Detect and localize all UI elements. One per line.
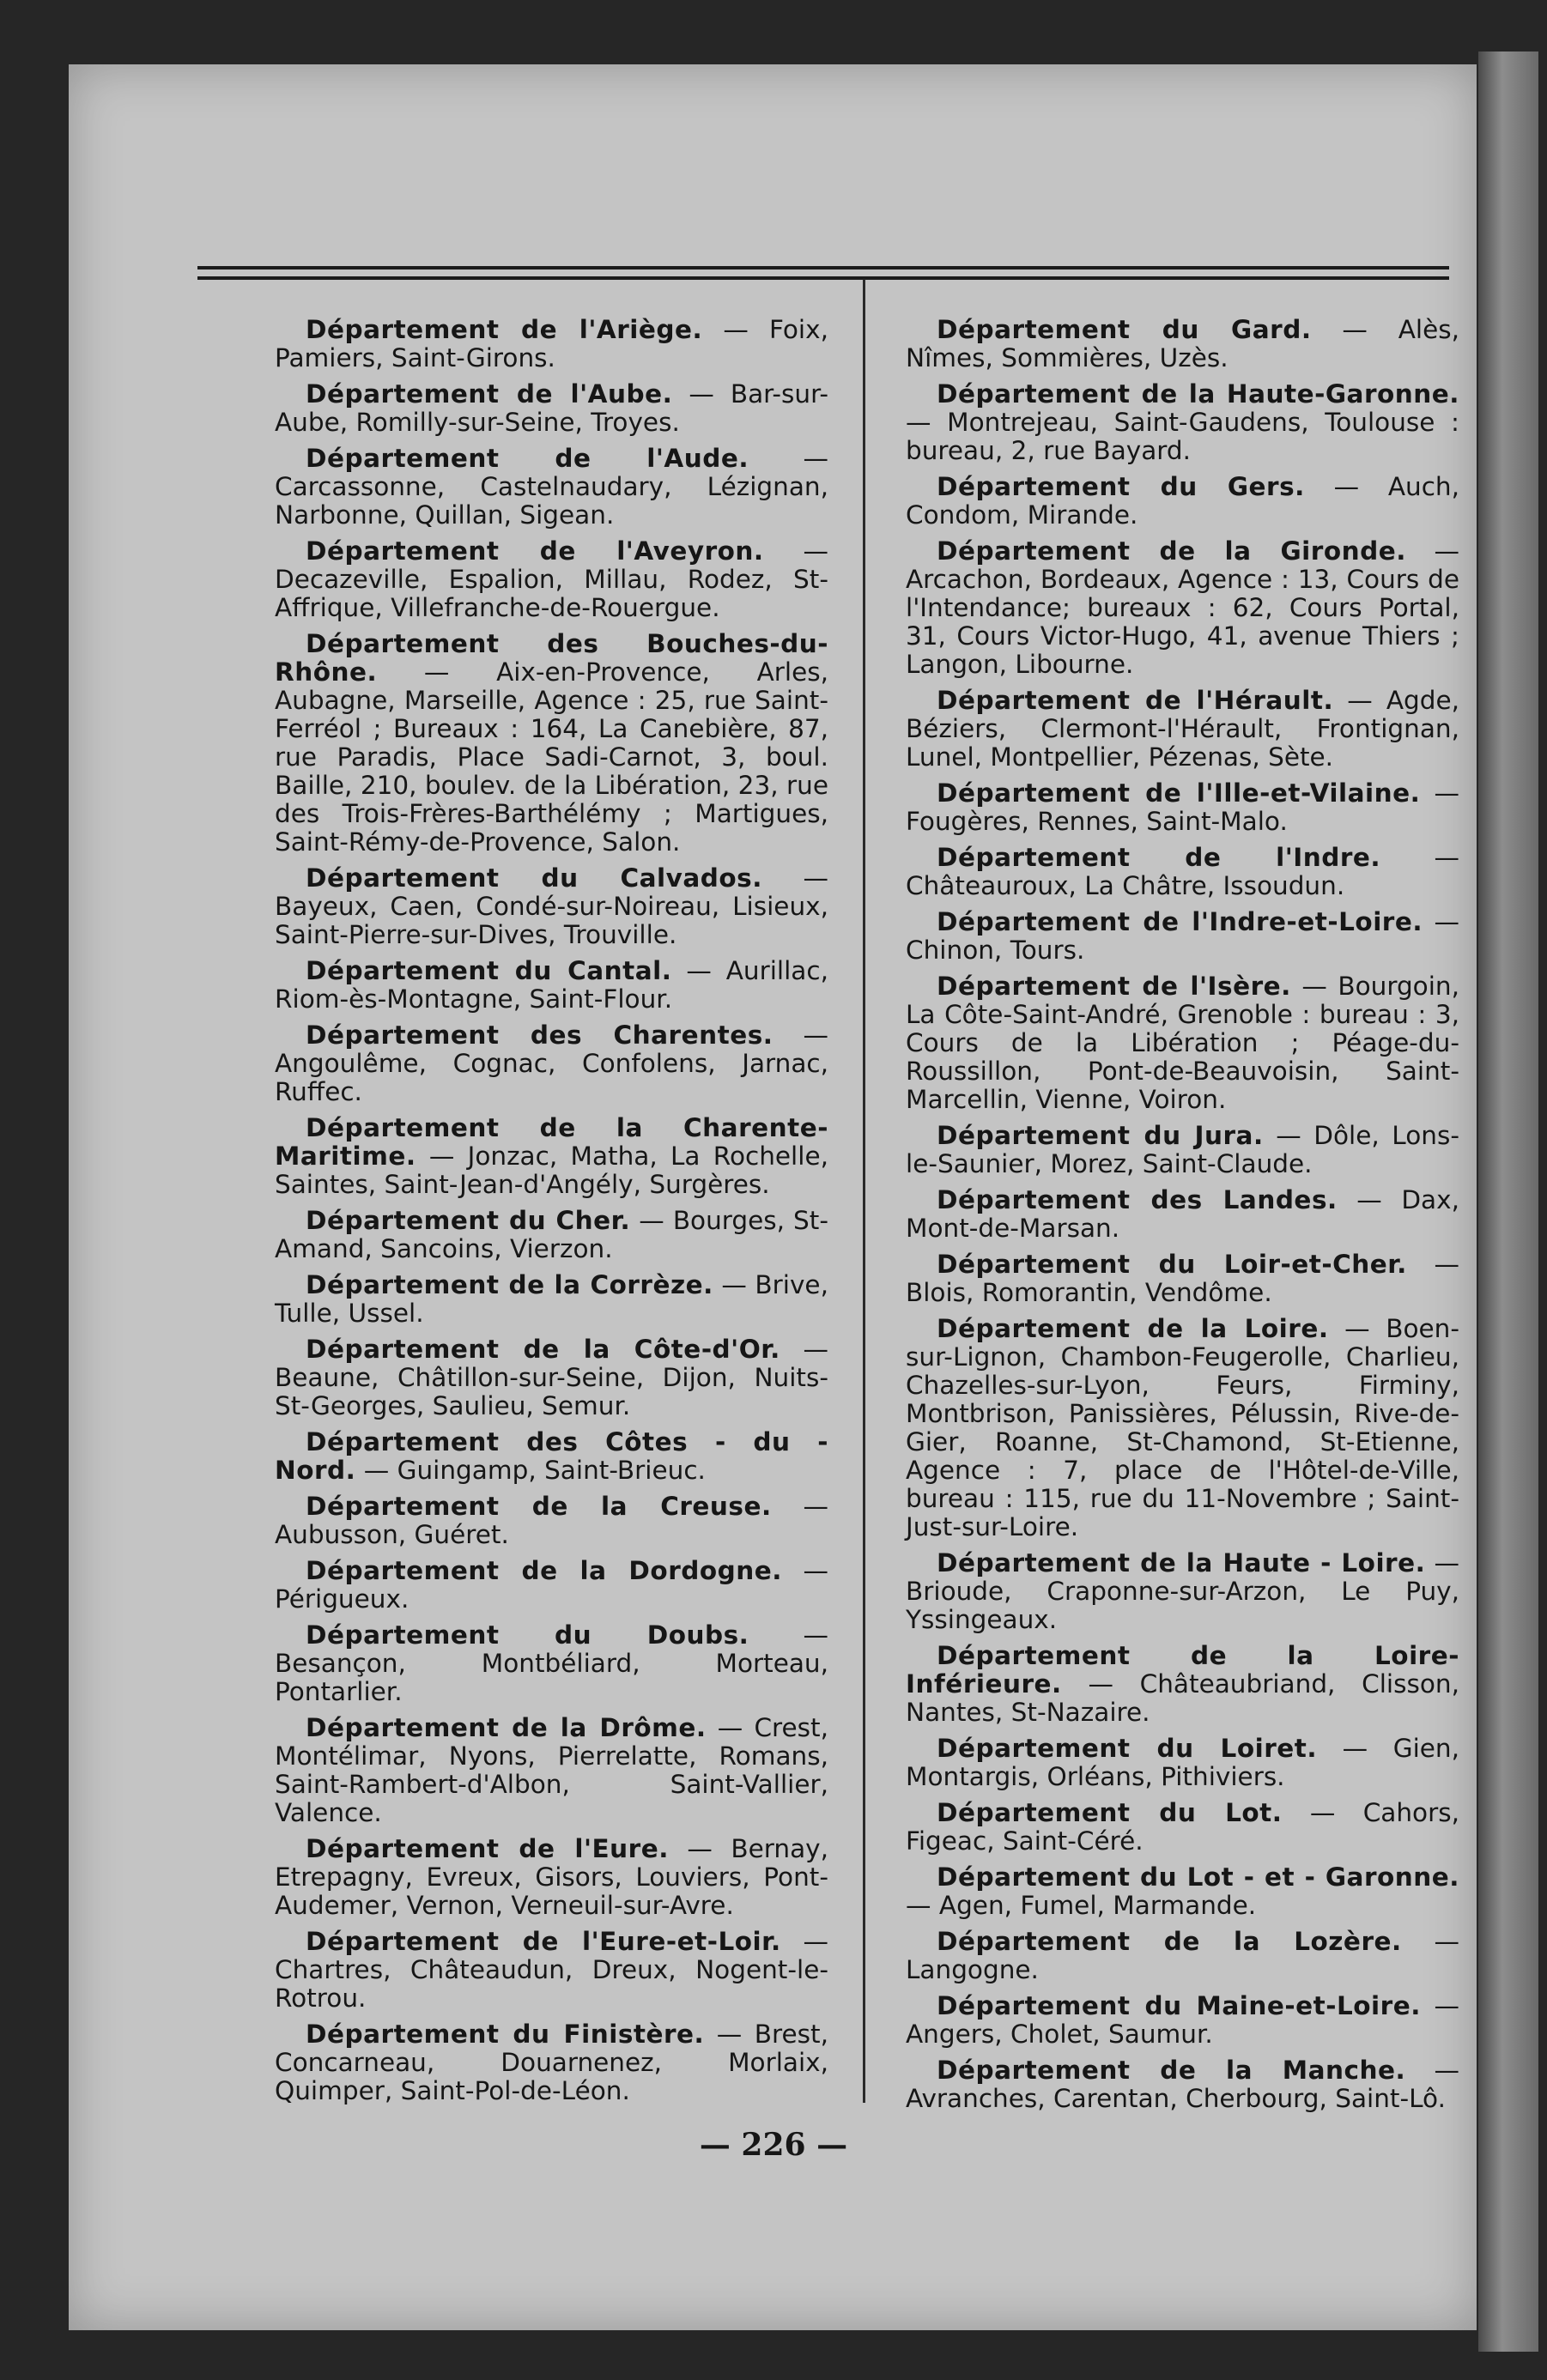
department-name: Département de l'Isère.: [937, 972, 1291, 1001]
department-name: Département de l'Eure.: [306, 1834, 669, 1863]
separator-dash: —: [1347, 686, 1373, 715]
department-entry: [906, 972, 1459, 1114]
separator-dash: —: [639, 1206, 664, 1235]
department-towns: Aurillac, Riom-ès-Montagne, Saint-Flour.: [275, 956, 828, 1014]
separator-dash: —: [803, 1020, 828, 1050]
department-entry: [275, 537, 828, 622]
department-entry: [275, 1021, 828, 1106]
separator-dash: —: [803, 1335, 828, 1364]
department-towns: Aubusson, Guéret.: [275, 1520, 509, 1549]
department-entry: [906, 1735, 1459, 1791]
department-name: Département de l'Hérault.: [937, 686, 1334, 715]
separator-dash: —: [1434, 1991, 1459, 2020]
department-name: Département du Finistère.: [306, 2020, 705, 2049]
next-page-edge: [1478, 51, 1538, 2352]
department-towns: Aix-en-Provence, Arles, Aubagne, Marseille, Agence : 25, rue Saint-Ferréol ; Bureaux : 164, La Canebière, 87, rue Paradis, Place Sadi-Carnot, 3, boul. Baille, 210, boulev. de la Libération, 23, rue des Trois-Frères-Barthélémy ; Martigues, Saint-Rémy-de-Provence, Salon.: [275, 657, 828, 857]
department-entry: [906, 908, 1459, 965]
department-towns: Agen, Fumel, Marmande.: [938, 1891, 1257, 1920]
department-entry: [275, 957, 828, 1014]
department-entry: [275, 1114, 828, 1199]
department-towns: Brioude, Craponne-sur-Arzon, Le Puy, Yssingeaux.: [906, 1577, 1459, 1634]
department-towns: Fougères, Rennes, Saint-Malo.: [906, 807, 1288, 836]
department-name: Département de la Dordogne.: [306, 1556, 782, 1585]
department-entry: [275, 864, 828, 949]
separator-dash: —: [803, 1620, 828, 1650]
separator-dash: —: [1434, 536, 1459, 566]
separator-dash: —: [716, 2020, 743, 2049]
department-towns: Bourges, St-Amand, Sancoins, Vierzon.: [275, 1206, 828, 1263]
department-towns: Blois, Romorantin, Vendôme.: [906, 1278, 1272, 1307]
department-name: Département de la Manche.: [937, 2056, 1406, 2085]
separator-dash: —: [723, 315, 749, 344]
department-name: Département du Cher.: [306, 1206, 631, 1235]
separator-dash: —: [1088, 1669, 1113, 1699]
department-towns: Bourgoin, La Côte-Saint-André, Grenoble : bureau : 3, Cours de la Libération ; Péage-du-Roussillon, Pont-de-Beauvoisin, Saint-Marcellin, Vienne, Voiron.: [906, 972, 1459, 1114]
department-name: Département des Bouches-du-Rhône.: [275, 629, 828, 687]
department-towns: Angers, Cholet, Saumur.: [906, 2020, 1213, 2049]
page-number: — 226 —: [699, 2127, 848, 2163]
separator-dash: —: [428, 1142, 455, 1171]
separator-dash: —: [906, 408, 931, 437]
department-entry: [906, 380, 1459, 465]
department-name: Département du Calvados.: [306, 863, 762, 893]
department-towns: Périgueux.: [275, 1584, 410, 1614]
department-name: Département du Gard.: [937, 315, 1312, 344]
department-towns: Carcassonne, Castelnaudary, Lézignan, Narbonne, Quillan, Sigean.: [275, 472, 828, 530]
separator-dash: —: [803, 536, 828, 566]
separator-dash: —: [686, 956, 712, 985]
department-name: Département de l'Aude.: [306, 444, 749, 473]
department-entry: [275, 1714, 828, 1827]
department-entry: [906, 687, 1459, 772]
department-entry: [275, 1271, 828, 1328]
department-entry: [275, 1621, 828, 1706]
department-name: Département du Cantal.: [306, 956, 672, 985]
header-rule-bottom: [197, 276, 1449, 280]
department-entry: [275, 2020, 828, 2105]
department-entry: [275, 1335, 828, 1420]
department-name: Département de la Corrèze.: [306, 1270, 713, 1299]
department-name: Département du Maine-et-Loire.: [937, 1991, 1421, 2020]
department-towns: Langogne.: [906, 1955, 1039, 1984]
department-entry: [906, 1642, 1459, 1727]
department-name: Département de l'Ariège.: [306, 315, 703, 344]
department-towns: Brest, Concarneau, Douarnenez, Morlaix, Quimper, Saint-Pol-de-Léon.: [275, 2020, 828, 2105]
department-name: Département de la Drôme.: [306, 1713, 707, 1742]
separator-dash: —: [1434, 907, 1459, 936]
separator-dash: —: [1356, 1185, 1382, 1214]
department-name: Département des Landes.: [937, 1185, 1338, 1214]
department-entry: [906, 316, 1459, 372]
department-name: Département du Loir-et-Cher.: [937, 1250, 1407, 1279]
department-entry: [275, 1835, 828, 1920]
department-name: Département du Lot.: [937, 1798, 1283, 1827]
department-towns: Guingamp, Saint-Brieuc.: [397, 1456, 706, 1485]
department-towns: Châteauroux, La Châtre, Issoudun.: [906, 871, 1345, 900]
left-column: [275, 316, 828, 2113]
department-name: Département de la Loire.: [937, 1314, 1329, 1343]
separator-dash: —: [689, 379, 714, 409]
department-towns: Chartres, Châteaudun, Dreux, Nogent-le-Rotrou.: [275, 1955, 828, 2013]
separator-dash: —: [687, 1834, 713, 1863]
separator-dash: —: [1344, 1314, 1370, 1343]
separator-dash: —: [1276, 1121, 1301, 1150]
department-entry: [275, 1557, 828, 1614]
department-towns: Auch, Condom, Mirande.: [906, 472, 1459, 530]
department-name: Département de la Charente-Maritime.: [275, 1113, 828, 1171]
department-towns: Besançon, Montbéliard, Morteau, Pontarlier.: [275, 1649, 828, 1706]
department-entry: [906, 1863, 1459, 1920]
separator-dash: —: [1309, 1798, 1336, 1827]
department-entry: [906, 1799, 1459, 1856]
department-entry: [275, 380, 828, 437]
separator-dash: —: [717, 1713, 743, 1742]
department-towns: Dôle, Lons-le-Saunier, Morez, Saint-Claude.: [906, 1121, 1459, 1178]
separator-dash: —: [1434, 1250, 1459, 1279]
separator-dash: —: [1434, 778, 1459, 808]
department-towns: Arcachon, Bordeaux, Agence : 13, Cours de l'Intendance; bureaux : 62, Cours Portal, 31, Cours Victor-Hugo, 41, avenue Thiers ; Langon, Libourne.: [906, 565, 1459, 679]
separator-dash: —: [363, 1456, 390, 1485]
department-towns: Montrejeau, Saint-Gaudens, Toulouse : bureau, 2, rue Bayard.: [906, 408, 1459, 465]
department-towns: Bar-sur-Aube, Romilly-sur-Seine, Troyes.: [275, 379, 828, 437]
department-towns: Cahors, Figeac, Saint-Céré.: [906, 1798, 1459, 1856]
right-column: [906, 316, 1459, 2121]
department-name: Département du Lot - et - Garonne.: [937, 1862, 1459, 1892]
department-towns: Chinon, Tours.: [906, 936, 1085, 965]
department-entry: [906, 473, 1459, 530]
separator-dash: —: [1342, 1734, 1368, 1763]
department-entry: [906, 1122, 1459, 1178]
department-towns: Crest, Montélimar, Nyons, Pierrelatte, Romans, Saint-Rambert-d'Albon, Saint-Vallier, Valence.: [275, 1713, 828, 1827]
department-towns: Boen-sur-Lignon, Chambon-Feugerolle, Charlieu, Chazelles-sur-Lyon, Feurs, Firminy, Montbrison, Panissières, Pélussin, Rive-de-Gier, Roanne, St-Chamond, St-Etienne, Agence : 7, place de l'Hôtel-de-Ville, bureau : 115, rue du 11-Novembre ; Saint-Just-sur-Loire.: [906, 1314, 1459, 1541]
department-name: Département de l'Indre-et-Loire.: [937, 907, 1423, 936]
separator-dash: —: [803, 444, 828, 473]
department-name: Département des Charentes.: [306, 1020, 774, 1050]
separator-dash: —: [1434, 2056, 1459, 2085]
department-entry: [906, 2056, 1459, 2113]
separator-dash: —: [1434, 1548, 1459, 1578]
department-entry: [906, 537, 1459, 679]
separator-dash: —: [1301, 972, 1327, 1001]
department-name: Département de l'Indre.: [937, 843, 1381, 872]
department-name: Département de l'Aveyron.: [306, 536, 764, 566]
department-name: Département du Doubs.: [306, 1620, 749, 1650]
department-entry: [275, 1928, 828, 2013]
department-entry: [906, 1186, 1459, 1243]
department-entry: [906, 1549, 1459, 1634]
department-name: Département de la Gironde.: [937, 536, 1406, 566]
separator-dash: —: [803, 1556, 828, 1585]
department-towns: Gien, Montargis, Orléans, Pithiviers.: [906, 1734, 1459, 1791]
separator-dash: —: [803, 863, 828, 893]
separator-dash: —: [1434, 1927, 1459, 1956]
separator-dash: —: [803, 1927, 828, 1956]
department-entry: [275, 1428, 828, 1485]
department-name: Département de la Haute-Garonne.: [937, 379, 1459, 409]
department-name: Département de l'Eure-et-Loir.: [306, 1927, 781, 1956]
department-name: Département de la Loire-Inférieure.: [906, 1641, 1459, 1699]
department-entry: [906, 844, 1459, 900]
department-entry: [906, 1992, 1459, 2049]
department-towns: Bernay, Etrepagny, Evreux, Gisors, Louviers, Pont-Audemer, Vernon, Verneuil-sur-Avre.: [275, 1834, 828, 1920]
separator-dash: —: [906, 1891, 931, 1920]
department-towns: Jonzac, Matha, La Rochelle, Saintes, Saint-Jean-d'Angély, Surgères.: [275, 1142, 828, 1199]
department-entry: [275, 1493, 828, 1549]
department-entry: [275, 1207, 828, 1263]
department-name: Département de la Haute - Loire.: [937, 1548, 1426, 1578]
department-entry: [906, 1928, 1459, 1984]
separator-dash: —: [803, 1492, 828, 1521]
department-name: Département de l'Ille-et-Vilaine.: [937, 778, 1421, 808]
department-name: Département du Loiret.: [937, 1734, 1318, 1763]
separator-dash: —: [1333, 472, 1360, 501]
department-towns: Brive, Tulle, Ussel.: [275, 1270, 828, 1328]
department-towns: Alès, Nîmes, Sommières, Uzès.: [906, 315, 1459, 372]
department-towns: Angoulême, Cognac, Confolens, Jarnac, Ruffec.: [275, 1049, 828, 1106]
separator-dash: —: [1342, 315, 1368, 344]
department-entry: [275, 316, 828, 372]
department-entry: [275, 445, 828, 530]
column-divider: [863, 279, 865, 2103]
department-towns: Bayeux, Caen, Condé-sur-Noireau, Lisieux, Saint-Pierre-sur-Dives, Trouville.: [275, 892, 828, 949]
department-entry: [275, 630, 828, 857]
department-name: Département de l'Aube.: [306, 379, 673, 409]
header-rule-top: [197, 266, 1449, 269]
separator-dash: —: [721, 1270, 747, 1299]
department-towns: Beaune, Châtillon-sur-Seine, Dijon, Nuits-St-Georges, Saulieu, Semur.: [275, 1363, 828, 1420]
department-name: Département des Côtes - du - Nord.: [275, 1427, 828, 1485]
department-towns: Châteaubriand, Clisson, Nantes, St-Nazaire.: [906, 1669, 1459, 1727]
separator-dash: —: [423, 657, 450, 687]
department-towns: Dax, Mont-de-Marsan.: [906, 1185, 1459, 1243]
department-name: Département du Jura.: [937, 1121, 1264, 1150]
department-towns: Agde, Béziers, Clermont-l'Hérault, Frontignan, Lunel, Montpellier, Pézenas, Sète.: [906, 686, 1459, 772]
department-name: Département de la Lozère.: [937, 1927, 1402, 1956]
separator-dash: —: [1434, 843, 1459, 872]
department-towns: Foix, Pamiers, Saint-Girons.: [275, 315, 828, 372]
department-name: Département de la Creuse.: [306, 1492, 772, 1521]
department-towns: Decazeville, Espalion, Millau, Rodez, St-Affrique, Villefranche-de-Rouergue.: [275, 565, 828, 622]
department-entry: [906, 779, 1459, 836]
department-name: Département du Gers.: [937, 472, 1305, 501]
department-name: Département de la Côte-d'Or.: [306, 1335, 780, 1364]
department-towns: Avranches, Carentan, Cherbourg, Saint-Lô.: [906, 2084, 1446, 2113]
department-entry: [906, 1251, 1459, 1307]
department-entry: [906, 1315, 1459, 1541]
